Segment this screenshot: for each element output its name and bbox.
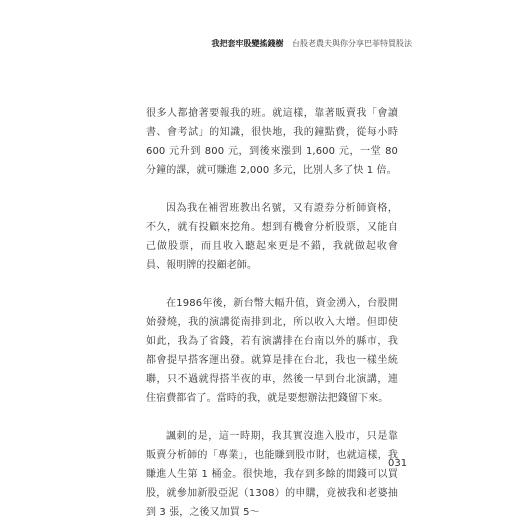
body-text	[146, 104, 398, 522]
paragraph-3: 在1986年後，新台幣大幅升值，資金湧入，台股開始發燒，我的演講從南排到北，所以收入大增。但即使如此，我為了省錢，若有演講排在台南以外的縣市，我都會提早搭客運出發。就算是排在台北，我也一樣坐統聯，只不過就得搭半夜的車，然後一早到台北演講，連住宿費都省了。當時的我，就是要想辦法把錢留下來。	[146, 298, 398, 404]
paragraph-1: 很多人都搶著要報我的班。就這樣，靠著販賣我「會讀書、會考試」的知識，很快地，我的鐘點費，從每小時 600 元升到 800 元，到後來漲到 1,600 元，一堂 80 分鐘的課，就可賺進 2,000 多元，比別人多了快 1 倍。	[146, 108, 398, 176]
page-number: 031	[388, 458, 408, 469]
running-header	[211, 38, 412, 49]
paragraph-4: 諷刺的是，這一時期，我其實沒進入股市，只是靠販賣分析師的「專業」，也能賺到股市財，也就這樣，我賺進人生第 1 桶金。很快地，我存到多餘的閒錢可以買股，就參加新股亞泥（1308）的申購，竟被我和老婆抽到 3 張，之後又加買 5～	[146, 431, 398, 518]
book-subtitle: 台股老農夫與你分享巴菲特買股法	[292, 39, 412, 48]
paragraph-2: 因為我在補習班教出名號，又有證券分析師資格，不久，就有投顧來挖角。想到有機會分析股票，又能自己做股票，而且收入聽起來更是不錯，我就做起收會員、報明牌的投顧老師。	[146, 203, 398, 271]
book-title: 我把套牢股變搖錢樹	[211, 39, 284, 48]
